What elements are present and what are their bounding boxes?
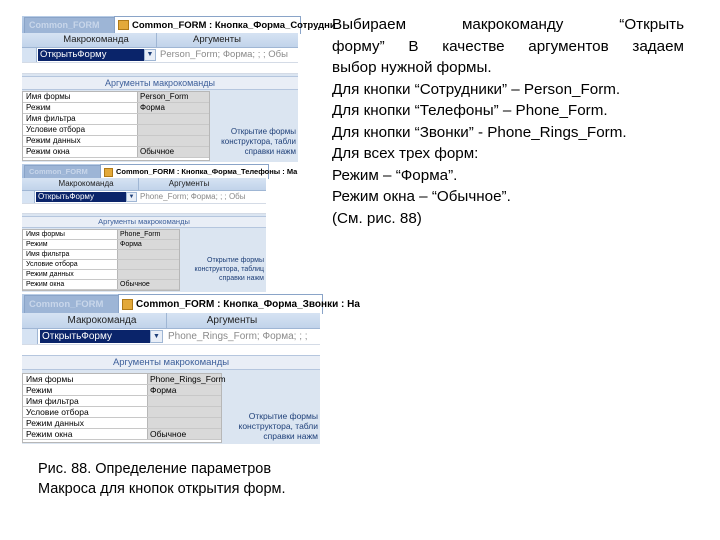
property-value[interactable]: Phone_Form [117, 230, 179, 239]
macro-empty-row[interactable] [22, 63, 298, 74]
instruction-line: Режим окна – “Обычное”. [332, 188, 511, 205]
instruction-line: Режим – “Форма”. [332, 166, 458, 184]
instruction-line: Выбираем макрокоманду “Открыть [332, 16, 684, 33]
property-label: Режим [26, 103, 51, 112]
macro-arguments-preview: Phone_Form; Форма; ; ; Обы [140, 192, 246, 201]
property-value[interactable]: Форма [137, 103, 209, 113]
macro-arguments-grid [22, 373, 226, 443]
property-value[interactable] [117, 270, 179, 279]
property-value[interactable]: Форма [117, 240, 179, 249]
instruction-line: форму” В качестве аргументов задаем [332, 37, 684, 55]
property-row[interactable] [23, 260, 179, 270]
macro-icon [104, 168, 113, 177]
property-row[interactable] [23, 396, 221, 407]
caption-line-1: Рис. 88. Определение параметров [38, 461, 272, 477]
arguments-column-header: Аргументы [138, 178, 239, 190]
property-value[interactable] [137, 125, 209, 135]
macro-empty-row[interactable] [22, 204, 266, 214]
macro-grid-header [22, 313, 320, 329]
instruction-line: Для кнопки “Звонки” - Phone_Rings_Form. [332, 123, 627, 141]
property-value[interactable] [147, 407, 221, 417]
macro-help-text [239, 411, 319, 441]
tab-common-form[interactable] [24, 295, 122, 313]
macro-grid-header [22, 33, 298, 48]
macro-column-header: Макрокоманда [63, 34, 129, 45]
instruction-line: Для всех трех форм: [332, 145, 479, 162]
property-row[interactable] [23, 230, 179, 240]
property-row[interactable] [23, 250, 179, 260]
property-label: Режим окна [26, 147, 70, 156]
macro-help-text [195, 256, 264, 283]
instruction-line: (См. рис. 88) [332, 209, 422, 227]
property-value[interactable]: Обычное [117, 280, 179, 289]
macro-arguments-grid [22, 91, 210, 161]
tab-macro-rings[interactable] [118, 294, 360, 314]
macro-icon [122, 299, 133, 310]
property-value[interactable]: Person_Form [137, 92, 209, 102]
help-line: конструктора, таблиц [194, 266, 264, 273]
arguments-column-header: Аргументы [156, 33, 277, 47]
property-label: Режим [26, 241, 48, 248]
property-value[interactable]: Обычное [137, 147, 209, 157]
property-value[interactable] [137, 114, 209, 124]
tab-macro-rings-label: Common_FORM : Кнопка_Форма_Звонки : На [136, 299, 360, 310]
property-label: Имя формы [26, 92, 71, 101]
property-value[interactable] [147, 396, 221, 406]
help-line: Открытие формы [230, 127, 296, 136]
macro-help-text [221, 127, 296, 157]
property-row[interactable] [23, 103, 209, 114]
property-row[interactable] [23, 270, 179, 280]
instruction-line: Для кнопки “Сотрудники” – Person_Form. [332, 80, 621, 98]
macro-row[interactable] [22, 329, 320, 345]
caption-line-2: Макроса для кнопок открытия форм. [38, 481, 286, 497]
tab-common-form-label: Common_FORM [29, 167, 88, 176]
property-value[interactable]: Обычное [147, 429, 221, 439]
tab-common-form[interactable] [24, 17, 118, 33]
property-row[interactable] [23, 114, 209, 125]
macro-action-combobox[interactable]: ОткрытьФорму [40, 330, 150, 343]
row-selector[interactable] [22, 48, 37, 62]
help-line: справки нажм [263, 431, 318, 441]
property-value[interactable]: Форма [147, 385, 221, 395]
property-row[interactable] [23, 385, 221, 396]
macro-column-header: Макрокоманда [58, 179, 114, 188]
help-line: Открытие формы [207, 257, 264, 264]
help-line: справки нажм [219, 275, 264, 282]
document-tab-bar [22, 294, 360, 313]
figure-caption [38, 459, 286, 499]
property-label: Имя фильтра [26, 251, 70, 258]
property-value[interactable] [137, 136, 209, 146]
macro-arguments-preview: Person_Form; Форма; ; ; Обы [160, 49, 288, 60]
property-value[interactable] [117, 250, 179, 259]
instruction-line: выбор нужной формы. [332, 59, 492, 76]
tab-macro-phone-label: Common_FORM : Кнопка_Форма_Телефоны : Ма [116, 167, 298, 176]
property-label: Имя фильтра [26, 396, 79, 406]
macro-window-person [22, 16, 336, 162]
help-line: справки нажм [244, 147, 296, 156]
property-label: Имя формы [26, 231, 65, 238]
macro-arguments-grid [22, 229, 180, 291]
property-value[interactable] [117, 260, 179, 269]
tab-common-form[interactable] [24, 165, 104, 178]
property-label: Режим окна [26, 281, 65, 288]
property-row[interactable] [23, 240, 179, 250]
arguments-column-header: Аргументы [166, 313, 297, 328]
chevron-down-icon[interactable]: ▼ [126, 192, 137, 202]
help-line: конструктора, табли [221, 137, 296, 146]
document-tab-bar [22, 164, 298, 178]
macro-arguments-section: Аргументы макрокоманды [22, 76, 298, 90]
document-tab-bar [22, 16, 336, 33]
property-label: Условие отбора [26, 125, 86, 134]
property-row[interactable] [23, 147, 209, 158]
tab-common-form-label: Common_FORM [29, 20, 100, 30]
instruction-line: Для кнопки “Телефоны” – Phone_Form. [332, 102, 608, 119]
property-row[interactable] [23, 136, 209, 147]
property-label: Имя формы [26, 374, 74, 384]
tab-common-form-label: Common_FORM [29, 299, 104, 310]
macro-arguments-preview: Phone_Rings_Form; Форма; ; ; [168, 331, 308, 342]
property-row[interactable] [23, 92, 209, 103]
property-row[interactable] [23, 280, 179, 290]
row-selector[interactable] [22, 191, 35, 203]
tab-macro-phone[interactable] [100, 164, 298, 179]
property-row[interactable] [23, 418, 221, 429]
macro-action-combobox[interactable]: ОткрытьФорму [36, 192, 126, 202]
property-row[interactable] [23, 407, 221, 418]
property-label: Условие отбора [26, 407, 89, 417]
tab-macro-person[interactable] [114, 16, 336, 34]
property-label: Режим окна [26, 429, 73, 439]
macro-arguments-section: Аргументы макрокоманды [22, 216, 266, 228]
macro-row[interactable] [22, 191, 266, 204]
help-line: Открытие формы [248, 411, 318, 421]
chevron-down-icon[interactable]: ▼ [150, 330, 163, 343]
macro-row[interactable] [22, 48, 298, 63]
property-row[interactable] [23, 429, 221, 440]
property-row[interactable] [23, 125, 209, 136]
property-value[interactable] [147, 418, 221, 428]
property-label: Режим данных [26, 271, 74, 278]
macro-column-header: Макрокоманда [67, 315, 137, 326]
tab-macro-person-label: Common_FORM : Кнопка_Форма_Сотрудни [132, 20, 336, 31]
property-label: Режим [26, 385, 53, 395]
property-label: Режим данных [26, 136, 81, 145]
chevron-down-icon[interactable]: ▼ [144, 49, 156, 61]
property-value[interactable]: Phone_Rings_Form [147, 374, 221, 384]
macro-action-combobox[interactable]: ОткрытьФорму [38, 49, 144, 61]
property-row[interactable] [23, 374, 226, 385]
help-line: конструктора, табли [238, 421, 318, 431]
property-label: Имя фильтра [26, 114, 76, 123]
property-label: Условие отбора [26, 261, 78, 268]
property-label: Режим данных [26, 418, 85, 428]
macro-grid-header [22, 178, 266, 191]
macro-icon [118, 20, 129, 30]
row-selector[interactable] [22, 329, 38, 344]
macro-arguments-section: Аргументы макрокоманды [22, 355, 320, 370]
macro-window-phone [22, 164, 298, 292]
macro-window-rings [22, 294, 360, 444]
instruction-text [332, 14, 684, 229]
